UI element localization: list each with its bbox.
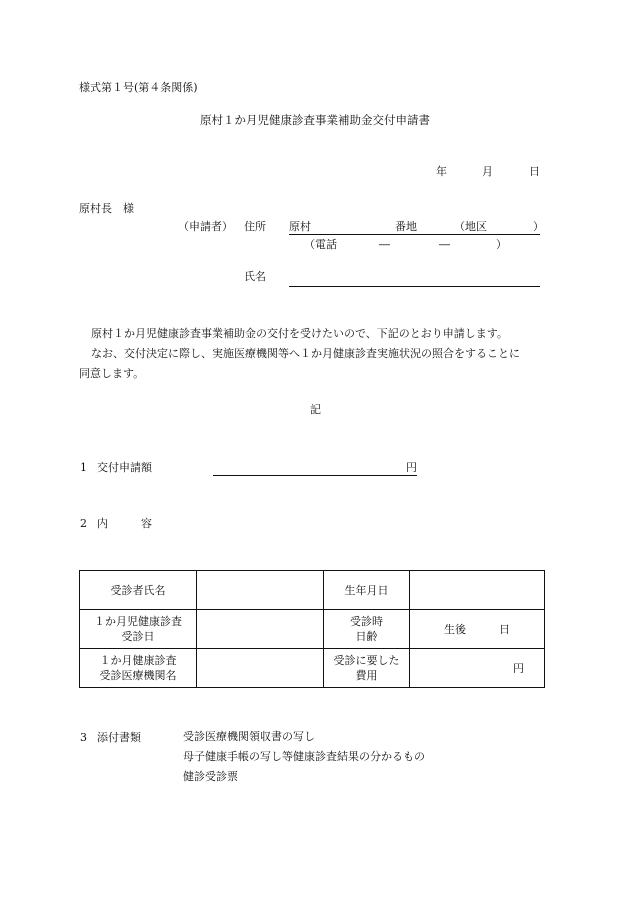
address-banchi: 番地	[395, 220, 417, 233]
table-row	[80, 610, 545, 649]
table-row	[80, 649, 545, 688]
section-2-number: 2	[80, 517, 87, 530]
section-3-label: 添付書類	[97, 731, 141, 744]
amount-unit: 円	[406, 461, 417, 474]
attachment-item: 健診受診票	[183, 770, 238, 783]
addressee: 原村長 様	[79, 202, 134, 215]
exam-date-header: １か月児健康診査 受診日	[80, 610, 197, 649]
exam-cost-cell: 円	[410, 649, 545, 688]
section-3-number: 3	[80, 731, 87, 744]
institution-cell	[197, 649, 324, 688]
address-district: （地区	[454, 220, 487, 233]
address-village: 原村	[289, 220, 311, 233]
table-row	[80, 571, 545, 610]
address-underline	[289, 234, 540, 235]
exam-age-cell: 生後 日	[410, 610, 545, 649]
birth-date-cell	[410, 571, 545, 610]
exam-age-header: 受診時 日齢	[324, 610, 410, 649]
applicant-role: （申請者）	[178, 220, 233, 233]
name-underline	[289, 286, 540, 287]
section-1-number: 1	[80, 461, 87, 474]
statement-line-3: 同意します。	[79, 367, 145, 380]
examinee-name-cell	[197, 571, 324, 610]
address-district-close: ）	[533, 220, 544, 233]
phone-close: ）	[496, 238, 507, 251]
address-label: 住所	[244, 220, 266, 233]
exam-cost-header: 受診に要した 費用	[324, 649, 410, 688]
phone-dash-1: ―	[379, 238, 390, 251]
section-2-label: 内 容	[97, 517, 152, 530]
date-month: 月	[482, 165, 493, 178]
statement-line-1: 原村１か月児健康診査事業補助金の交付を受けたいので、下記のとおり申請します。	[91, 327, 508, 340]
attachment-list	[183, 727, 425, 787]
attachment-item: 受診医療機関領収書の写し	[183, 730, 315, 743]
form-number-header: 様式第１号(第４条関係)	[79, 81, 198, 94]
name-label: 氏名	[244, 270, 266, 283]
attachment-item: 母子健康手帳の写し等健康診査結果の分かるもの	[183, 750, 425, 763]
examination-table	[79, 570, 545, 688]
ki-heading: 記	[310, 403, 321, 416]
birth-date-header: 生年月日	[324, 571, 410, 610]
phone-label: （電話	[304, 238, 337, 251]
phone-dash-2: ―	[439, 238, 450, 251]
amount-underline	[213, 475, 417, 476]
date-day: 日	[529, 165, 540, 178]
section-1-label: 交付申請額	[97, 461, 152, 474]
statement-line-2: なお、交付決定に際し、実施医療機関等へ１か月健康診査実施状況の照合をすることに	[91, 347, 520, 360]
examinee-name-header: 受診者氏名	[80, 571, 197, 610]
institution-header: １か月健康診査 受診医療機関名	[80, 649, 197, 688]
form-title: 原村１か月児健康診査事業補助金交付申請書	[200, 113, 430, 127]
exam-date-cell	[197, 610, 324, 649]
date-year: 年	[436, 165, 447, 178]
